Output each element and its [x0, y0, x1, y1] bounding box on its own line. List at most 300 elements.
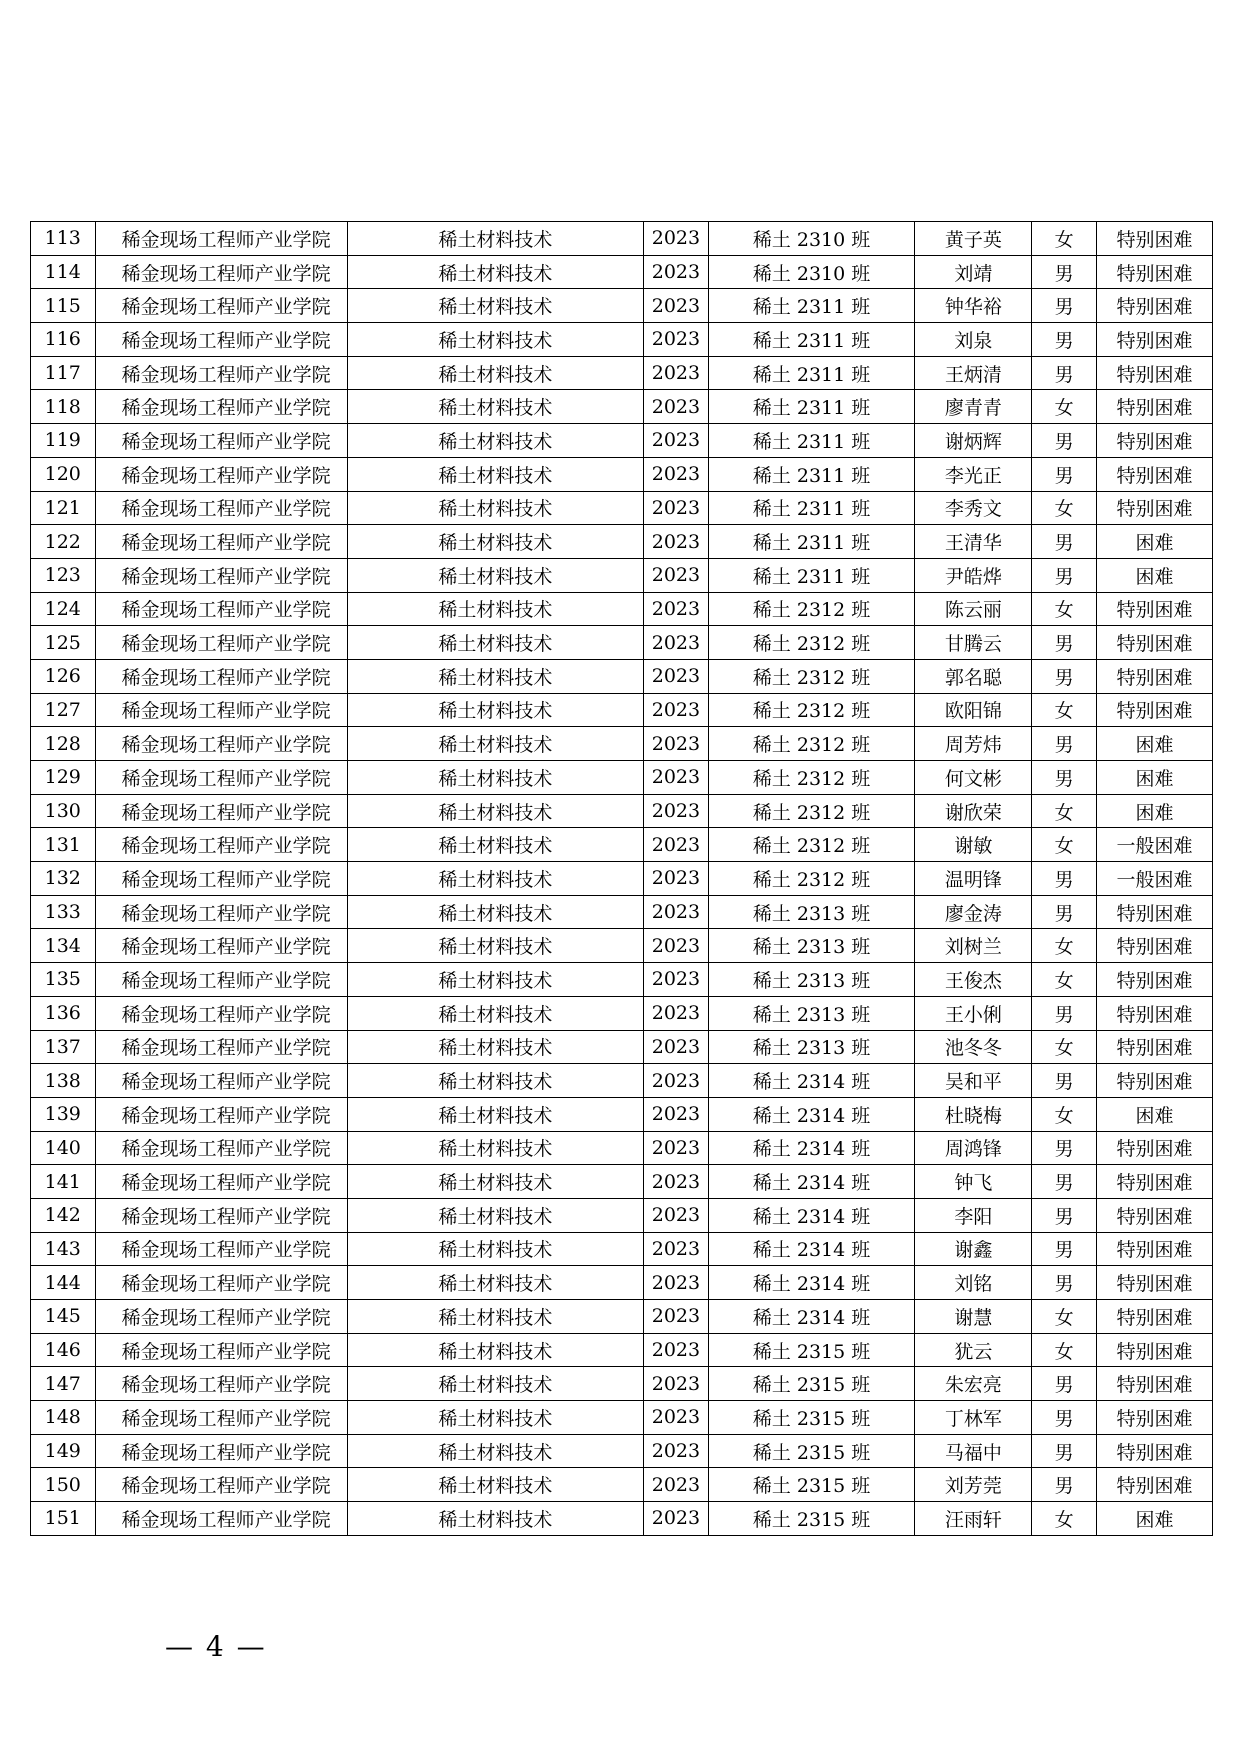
table-row: [31, 222, 1213, 256]
cell-name: 郭名聪: [915, 659, 1032, 693]
cell-gender: 女: [1032, 1030, 1097, 1064]
cell-name: 周鸿锋: [915, 1131, 1032, 1165]
cell-college: 稀金现场工程师产业学院: [95, 996, 347, 1030]
table-row: [31, 1131, 1213, 1165]
cell-college: 稀金现场工程师产业学院: [95, 626, 347, 660]
cell-number: 135: [31, 963, 96, 997]
cell-name: 陈云丽: [915, 592, 1032, 626]
cell-major: 稀土材料技术: [347, 862, 644, 896]
table-row: [31, 1266, 1213, 1300]
table-row: [31, 1097, 1213, 1131]
cell-name: 吴和平: [915, 1064, 1032, 1098]
cell-difficulty-level: 困难: [1096, 1097, 1212, 1131]
cell-year: 2023: [644, 558, 709, 592]
cell-college: 稀金现场工程师产业学院: [95, 1232, 347, 1266]
cell-major: 稀土材料技术: [347, 828, 644, 862]
cell-difficulty-level: 特别困难: [1096, 1165, 1212, 1199]
cell-college: 稀金现场工程师产业学院: [95, 1064, 347, 1098]
cell-major: 稀土材料技术: [347, 1097, 644, 1131]
cell-major: 稀土材料技术: [347, 424, 644, 458]
cell-gender: 女: [1032, 1300, 1097, 1334]
cell-major: 稀土材料技术: [347, 1401, 644, 1435]
cell-year: 2023: [644, 761, 709, 795]
cell-number: 130: [31, 794, 96, 828]
cell-gender: 男: [1032, 1367, 1097, 1401]
cell-number: 134: [31, 929, 96, 963]
cell-college: 稀金现场工程师产业学院: [95, 1097, 347, 1131]
cell-year: 2023: [644, 862, 709, 896]
cell-year: 2023: [644, 1300, 709, 1334]
cell-year: 2023: [644, 727, 709, 761]
cell-name: 廖金涛: [915, 895, 1032, 929]
cell-class: 稀土 2314 班: [708, 1131, 915, 1165]
cell-college: 稀金现场工程师产业学院: [95, 390, 347, 424]
cell-year: 2023: [644, 929, 709, 963]
cell-class: 稀土 2314 班: [708, 1064, 915, 1098]
cell-name: 欧阳锦: [915, 693, 1032, 727]
cell-number: 148: [31, 1401, 96, 1435]
cell-year: 2023: [644, 592, 709, 626]
cell-college: 稀金现场工程师产业学院: [95, 222, 347, 256]
cell-gender: 男: [1032, 1131, 1097, 1165]
cell-gender: 男: [1032, 1401, 1097, 1435]
cell-number: 115: [31, 289, 96, 323]
table-body: [31, 222, 1213, 1536]
cell-college: 稀金现场工程师产业学院: [95, 592, 347, 626]
cell-year: 2023: [644, 1468, 709, 1502]
cell-college: 稀金现场工程师产业学院: [95, 1502, 347, 1536]
cell-college: 稀金现场工程师产业学院: [95, 727, 347, 761]
cell-college: 稀金现场工程师产业学院: [95, 1266, 347, 1300]
cell-year: 2023: [644, 1502, 709, 1536]
cell-gender: 女: [1032, 794, 1097, 828]
table-row: [31, 659, 1213, 693]
cell-year: 2023: [644, 1401, 709, 1435]
cell-class: 稀土 2315 班: [708, 1434, 915, 1468]
cell-major: 稀土材料技术: [347, 727, 644, 761]
cell-year: 2023: [644, 222, 709, 256]
table-row: [31, 1333, 1213, 1367]
cell-year: 2023: [644, 1064, 709, 1098]
table-row: [31, 255, 1213, 289]
cell-college: 稀金现场工程师产业学院: [95, 1300, 347, 1334]
cell-class: 稀土 2313 班: [708, 1030, 915, 1064]
cell-class: 稀土 2314 班: [708, 1266, 915, 1300]
table-row: [31, 626, 1213, 660]
cell-major: 稀土材料技术: [347, 1030, 644, 1064]
cell-college: 稀金现场工程师产业学院: [95, 1198, 347, 1232]
table-row: [31, 761, 1213, 795]
cell-name: 朱宏亮: [915, 1367, 1032, 1401]
cell-class: 稀土 2315 班: [708, 1502, 915, 1536]
cell-college: 稀金现场工程师产业学院: [95, 255, 347, 289]
table-row: [31, 558, 1213, 592]
table-row: [31, 1030, 1213, 1064]
cell-class: 稀土 2311 班: [708, 457, 915, 491]
cell-major: 稀土材料技术: [347, 996, 644, 1030]
table-row: [31, 1502, 1213, 1536]
cell-class: 稀土 2314 班: [708, 1198, 915, 1232]
cell-number: 113: [31, 222, 96, 256]
cell-name: 周芳炜: [915, 727, 1032, 761]
cell-class: 稀土 2310 班: [708, 255, 915, 289]
cell-class: 稀土 2315 班: [708, 1468, 915, 1502]
cell-name: 谢慧: [915, 1300, 1032, 1334]
table-row: [31, 356, 1213, 390]
cell-difficulty-level: 特别困难: [1096, 1434, 1212, 1468]
cell-difficulty-level: 困难: [1096, 525, 1212, 559]
cell-difficulty-level: 特别困难: [1096, 289, 1212, 323]
cell-difficulty-level: 特别困难: [1096, 1333, 1212, 1367]
page-number: — 4 —: [165, 1630, 267, 1663]
cell-college: 稀金现场工程师产业学院: [95, 1367, 347, 1401]
cell-class: 稀土 2312 班: [708, 761, 915, 795]
cell-number: 114: [31, 255, 96, 289]
cell-class: 稀土 2312 班: [708, 794, 915, 828]
cell-number: 122: [31, 525, 96, 559]
cell-gender: 男: [1032, 255, 1097, 289]
cell-difficulty-level: 困难: [1096, 794, 1212, 828]
cell-number: 123: [31, 558, 96, 592]
cell-gender: 男: [1032, 1468, 1097, 1502]
cell-major: 稀土材料技术: [347, 1300, 644, 1334]
cell-name: 甘腾云: [915, 626, 1032, 660]
cell-number: 137: [31, 1030, 96, 1064]
cell-name: 尹皓烨: [915, 558, 1032, 592]
cell-name: 王炳清: [915, 356, 1032, 390]
cell-gender: 男: [1032, 1232, 1097, 1266]
cell-difficulty-level: 特别困难: [1096, 1266, 1212, 1300]
cell-gender: 男: [1032, 356, 1097, 390]
cell-gender: 男: [1032, 457, 1097, 491]
cell-number: 126: [31, 659, 96, 693]
cell-name: 钟飞: [915, 1165, 1032, 1199]
cell-major: 稀土材料技术: [347, 525, 644, 559]
cell-gender: 女: [1032, 390, 1097, 424]
cell-year: 2023: [644, 1232, 709, 1266]
cell-major: 稀土材料技术: [347, 1064, 644, 1098]
cell-difficulty-level: 特别困难: [1096, 1232, 1212, 1266]
cell-number: 139: [31, 1097, 96, 1131]
cell-college: 稀金现场工程师产业学院: [95, 693, 347, 727]
cell-major: 稀土材料技术: [347, 1198, 644, 1232]
cell-year: 2023: [644, 828, 709, 862]
cell-college: 稀金现场工程师产业学院: [95, 558, 347, 592]
cell-year: 2023: [644, 1434, 709, 1468]
cell-gender: 男: [1032, 1434, 1097, 1468]
cell-difficulty-level: 特别困难: [1096, 491, 1212, 525]
cell-name: 钟华裕: [915, 289, 1032, 323]
cell-college: 稀金现场工程师产业学院: [95, 1131, 347, 1165]
cell-difficulty-level: 特别困难: [1096, 1401, 1212, 1435]
cell-difficulty-level: 特别困难: [1096, 693, 1212, 727]
cell-year: 2023: [644, 1266, 709, 1300]
cell-year: 2023: [644, 1030, 709, 1064]
cell-major: 稀土材料技术: [347, 289, 644, 323]
cell-class: 稀土 2311 班: [708, 424, 915, 458]
cell-gender: 男: [1032, 558, 1097, 592]
cell-class: 稀土 2311 班: [708, 525, 915, 559]
table-row: [31, 1198, 1213, 1232]
cell-major: 稀土材料技术: [347, 356, 644, 390]
cell-name: 黄子英: [915, 222, 1032, 256]
cell-class: 稀土 2314 班: [708, 1300, 915, 1334]
cell-college: 稀金现场工程师产业学院: [95, 323, 347, 357]
cell-year: 2023: [644, 693, 709, 727]
cell-name: 谢鑫: [915, 1232, 1032, 1266]
cell-major: 稀土材料技术: [347, 659, 644, 693]
cell-gender: 男: [1032, 727, 1097, 761]
table-row: [31, 390, 1213, 424]
cell-difficulty-level: 一般困难: [1096, 828, 1212, 862]
cell-year: 2023: [644, 255, 709, 289]
cell-number: 117: [31, 356, 96, 390]
cell-difficulty-level: 特别困难: [1096, 1367, 1212, 1401]
cell-college: 稀金现场工程师产业学院: [95, 525, 347, 559]
cell-year: 2023: [644, 1198, 709, 1232]
table-row: [31, 1300, 1213, 1334]
cell-difficulty-level: 特别困难: [1096, 390, 1212, 424]
cell-college: 稀金现场工程师产业学院: [95, 895, 347, 929]
cell-name: 廖青青: [915, 390, 1032, 424]
cell-year: 2023: [644, 996, 709, 1030]
cell-college: 稀金现场工程师产业学院: [95, 289, 347, 323]
table-row: [31, 1434, 1213, 1468]
cell-difficulty-level: 特别困难: [1096, 929, 1212, 963]
cell-number: 132: [31, 862, 96, 896]
cell-number: 119: [31, 424, 96, 458]
cell-class: 稀土 2312 班: [708, 626, 915, 660]
table-row: [31, 996, 1213, 1030]
cell-class: 稀土 2310 班: [708, 222, 915, 256]
cell-class: 稀土 2312 班: [708, 862, 915, 896]
cell-name: 马福中: [915, 1434, 1032, 1468]
cell-year: 2023: [644, 525, 709, 559]
cell-name: 犹云: [915, 1333, 1032, 1367]
table-row: [31, 693, 1213, 727]
cell-year: 2023: [644, 626, 709, 660]
cell-class: 稀土 2311 班: [708, 323, 915, 357]
cell-name: 王俊杰: [915, 963, 1032, 997]
cell-class: 稀土 2311 班: [708, 491, 915, 525]
cell-difficulty-level: 特别困难: [1096, 963, 1212, 997]
cell-name: 刘树兰: [915, 929, 1032, 963]
cell-year: 2023: [644, 895, 709, 929]
table-row: [31, 1468, 1213, 1502]
table-row: [31, 323, 1213, 357]
cell-difficulty-level: 特别困难: [1096, 1030, 1212, 1064]
cell-major: 稀土材料技术: [347, 1266, 644, 1300]
table-row: [31, 1232, 1213, 1266]
table-row: [31, 895, 1213, 929]
cell-year: 2023: [644, 1097, 709, 1131]
cell-year: 2023: [644, 794, 709, 828]
cell-difficulty-level: 特别困难: [1096, 659, 1212, 693]
cell-difficulty-level: 特别困难: [1096, 895, 1212, 929]
cell-difficulty-level: 一般困难: [1096, 862, 1212, 896]
table-row: [31, 491, 1213, 525]
cell-gender: 男: [1032, 761, 1097, 795]
cell-name: 李光正: [915, 457, 1032, 491]
cell-gender: 男: [1032, 289, 1097, 323]
cell-class: 稀土 2311 班: [708, 558, 915, 592]
cell-number: 125: [31, 626, 96, 660]
cell-name: 刘泉: [915, 323, 1032, 357]
cell-class: 稀土 2312 班: [708, 659, 915, 693]
cell-number: 142: [31, 1198, 96, 1232]
cell-gender: 女: [1032, 592, 1097, 626]
cell-difficulty-level: 特别困难: [1096, 222, 1212, 256]
cell-class: 稀土 2313 班: [708, 895, 915, 929]
cell-number: 146: [31, 1333, 96, 1367]
cell-gender: 男: [1032, 1266, 1097, 1300]
table-row: [31, 727, 1213, 761]
cell-number: 129: [31, 761, 96, 795]
cell-major: 稀土材料技术: [347, 457, 644, 491]
cell-gender: 男: [1032, 895, 1097, 929]
cell-name: 温明锋: [915, 862, 1032, 896]
cell-gender: 男: [1032, 323, 1097, 357]
cell-gender: 男: [1032, 1198, 1097, 1232]
cell-number: 144: [31, 1266, 96, 1300]
cell-gender: 女: [1032, 929, 1097, 963]
table-row: [31, 794, 1213, 828]
cell-number: 136: [31, 996, 96, 1030]
cell-number: 140: [31, 1131, 96, 1165]
cell-college: 稀金现场工程师产业学院: [95, 1434, 347, 1468]
cell-gender: 男: [1032, 659, 1097, 693]
cell-year: 2023: [644, 1333, 709, 1367]
cell-difficulty-level: 困难: [1096, 727, 1212, 761]
cell-difficulty-level: 困难: [1096, 558, 1212, 592]
cell-year: 2023: [644, 323, 709, 357]
cell-difficulty-level: 特别困难: [1096, 1064, 1212, 1098]
cell-class: 稀土 2313 班: [708, 929, 915, 963]
cell-gender: 女: [1032, 693, 1097, 727]
table-row: [31, 1401, 1213, 1435]
cell-name: 刘靖: [915, 255, 1032, 289]
cell-major: 稀土材料技术: [347, 255, 644, 289]
cell-name: 王清华: [915, 525, 1032, 559]
cell-major: 稀土材料技术: [347, 222, 644, 256]
cell-college: 稀金现场工程师产业学院: [95, 963, 347, 997]
cell-college: 稀金现场工程师产业学院: [95, 1401, 347, 1435]
cell-major: 稀土材料技术: [347, 1434, 644, 1468]
cell-name: 谢欣荣: [915, 794, 1032, 828]
cell-number: 124: [31, 592, 96, 626]
cell-major: 稀土材料技术: [347, 323, 644, 357]
cell-gender: 男: [1032, 1165, 1097, 1199]
cell-year: 2023: [644, 1367, 709, 1401]
cell-number: 120: [31, 457, 96, 491]
cell-gender: 男: [1032, 424, 1097, 458]
table-row: [31, 862, 1213, 896]
cell-number: 145: [31, 1300, 96, 1334]
cell-name: 谢敏: [915, 828, 1032, 862]
cell-major: 稀土材料技术: [347, 1165, 644, 1199]
cell-name: 汪雨轩: [915, 1502, 1032, 1536]
cell-gender: 女: [1032, 828, 1097, 862]
cell-number: 116: [31, 323, 96, 357]
cell-college: 稀金现场工程师产业学院: [95, 457, 347, 491]
cell-college: 稀金现场工程师产业学院: [95, 862, 347, 896]
cell-name: 王小俐: [915, 996, 1032, 1030]
cell-year: 2023: [644, 356, 709, 390]
table-row: [31, 592, 1213, 626]
cell-year: 2023: [644, 457, 709, 491]
cell-year: 2023: [644, 289, 709, 323]
cell-college: 稀金现场工程师产业学院: [95, 1333, 347, 1367]
cell-number: 151: [31, 1502, 96, 1536]
cell-class: 稀土 2312 班: [708, 693, 915, 727]
cell-gender: 男: [1032, 996, 1097, 1030]
cell-class: 稀土 2315 班: [708, 1401, 915, 1435]
cell-year: 2023: [644, 659, 709, 693]
table-row: [31, 1165, 1213, 1199]
cell-major: 稀土材料技术: [347, 1367, 644, 1401]
cell-difficulty-level: 特别困难: [1096, 1198, 1212, 1232]
cell-major: 稀土材料技术: [347, 491, 644, 525]
cell-number: 138: [31, 1064, 96, 1098]
cell-number: 150: [31, 1468, 96, 1502]
cell-difficulty-level: 特别困难: [1096, 592, 1212, 626]
table-row: [31, 289, 1213, 323]
table-row: [31, 963, 1213, 997]
student-aid-table: [30, 221, 1213, 1536]
cell-year: 2023: [644, 491, 709, 525]
cell-difficulty-level: 特别困难: [1096, 1300, 1212, 1334]
cell-class: 稀土 2312 班: [708, 727, 915, 761]
cell-major: 稀土材料技术: [347, 929, 644, 963]
cell-year: 2023: [644, 1131, 709, 1165]
cell-year: 2023: [644, 390, 709, 424]
cell-year: 2023: [644, 424, 709, 458]
cell-major: 稀土材料技术: [347, 592, 644, 626]
cell-difficulty-level: 困难: [1096, 761, 1212, 795]
cell-number: 133: [31, 895, 96, 929]
cell-gender: 女: [1032, 1097, 1097, 1131]
cell-college: 稀金现场工程师产业学院: [95, 929, 347, 963]
cell-college: 稀金现场工程师产业学院: [95, 659, 347, 693]
cell-number: 118: [31, 390, 96, 424]
cell-difficulty-level: 特别困难: [1096, 424, 1212, 458]
cell-name: 何文彬: [915, 761, 1032, 795]
cell-major: 稀土材料技术: [347, 1502, 644, 1536]
cell-college: 稀金现场工程师产业学院: [95, 828, 347, 862]
cell-difficulty-level: 困难: [1096, 1502, 1212, 1536]
cell-name: 杜晓梅: [915, 1097, 1032, 1131]
cell-name: 刘铭: [915, 1266, 1032, 1300]
cell-class: 稀土 2311 班: [708, 390, 915, 424]
cell-difficulty-level: 特别困难: [1096, 457, 1212, 491]
cell-difficulty-level: 特别困难: [1096, 323, 1212, 357]
cell-class: 稀土 2315 班: [708, 1333, 915, 1367]
cell-gender: 男: [1032, 525, 1097, 559]
cell-name: 李秀文: [915, 491, 1032, 525]
cell-major: 稀土材料技术: [347, 794, 644, 828]
cell-class: 稀土 2314 班: [708, 1165, 915, 1199]
table-row: [31, 1367, 1213, 1401]
cell-gender: 男: [1032, 626, 1097, 660]
cell-college: 稀金现场工程师产业学院: [95, 356, 347, 390]
cell-major: 稀土材料技术: [347, 1468, 644, 1502]
cell-gender: 男: [1032, 1064, 1097, 1098]
cell-number: 128: [31, 727, 96, 761]
cell-college: 稀金现场工程师产业学院: [95, 424, 347, 458]
cell-class: 稀土 2313 班: [708, 996, 915, 1030]
cell-number: 143: [31, 1232, 96, 1266]
cell-class: 稀土 2312 班: [708, 592, 915, 626]
